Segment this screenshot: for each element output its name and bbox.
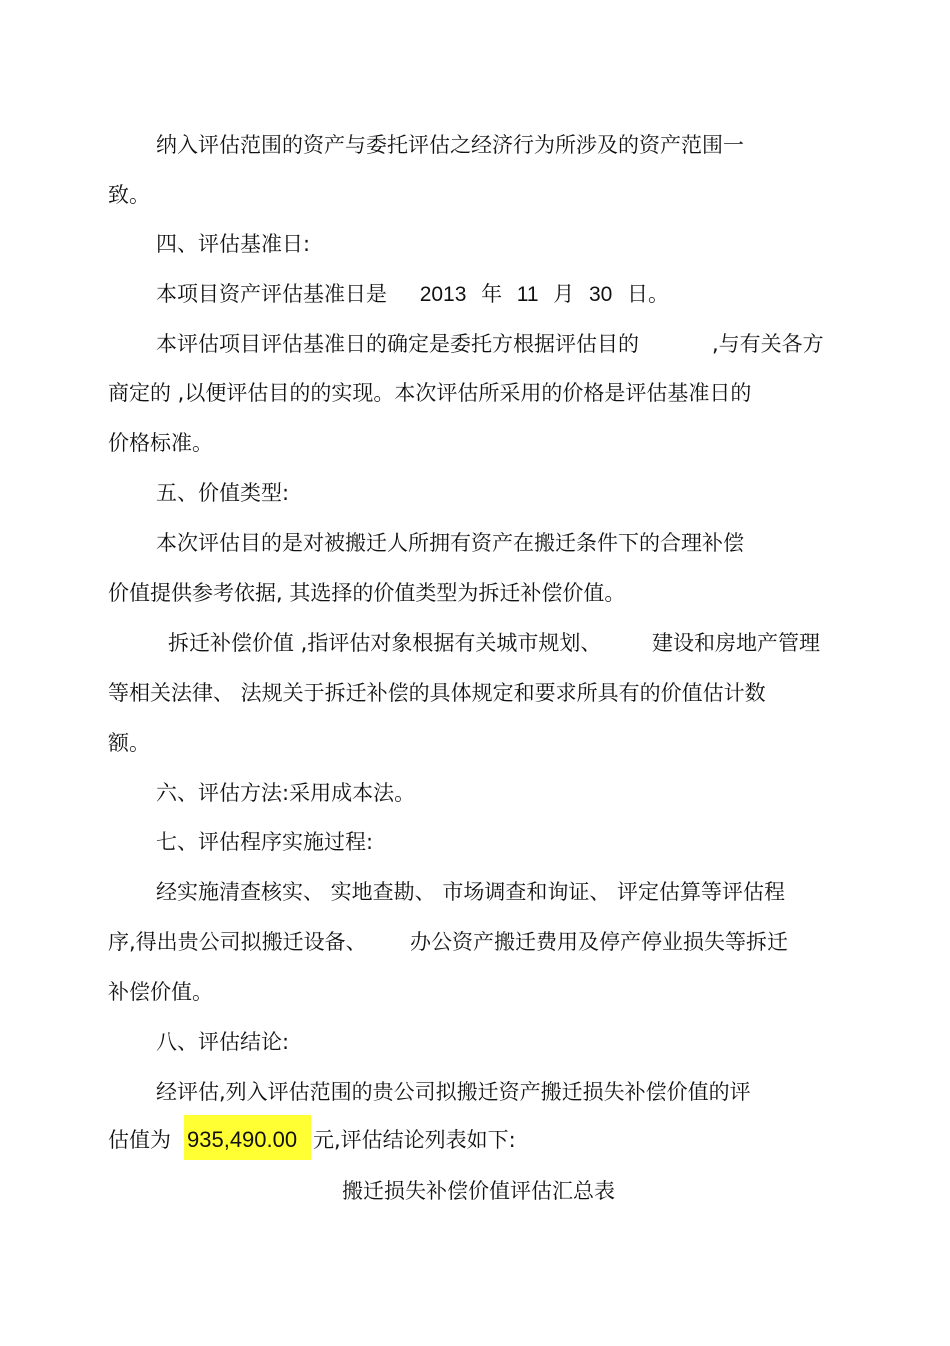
paragraph-scope-line1: 纳入评估范围的资产与委托评估之经济行为所涉及的资产范围一 bbox=[156, 133, 744, 157]
paragraph-base-date-reason-line2: 商定的 ,以便评估目的的实现。本次评估所采用的价格是评估基准日的 bbox=[108, 381, 752, 405]
valuation-amount: 935,490.00 bbox=[187, 1127, 298, 1152]
heading-method: 六、评估方法:采用成本法。 bbox=[156, 781, 416, 805]
paragraph-value-type-line1: 本次评估目的是对被搬迁人所拥有资产在搬迁条件下的合理补偿 bbox=[156, 531, 744, 555]
paragraph-conclusion-line1: 经评估,列入评估范围的贵公司拟搬迁资产搬迁损失补偿价值的评 bbox=[156, 1080, 751, 1104]
paragraph-compensation-line1a: 拆迁补偿价值 ,指评估对象根据有关城市规划、 bbox=[168, 631, 602, 655]
heading-procedure: 七、评估程序实施过程: bbox=[156, 830, 374, 854]
paragraph-procedure-line2a: 序,得出贵公司拟搬迁设备、 bbox=[108, 930, 367, 954]
base-date-month: 11 bbox=[516, 283, 539, 306]
paragraph-compensation-line1b: 建设和房地产管理 bbox=[652, 631, 820, 655]
paragraph-conclusion-prefix: 估值为 bbox=[108, 1128, 171, 1152]
summary-table-title: 搬迁损失补偿价值评估汇总表 bbox=[342, 1179, 615, 1203]
paragraph-conclusion-suffix: 元,评估结论列表如下: bbox=[313, 1128, 516, 1152]
paragraph-procedure-line2b: 办公资产搬迁费用及停产停业损失等拆迁 bbox=[410, 930, 788, 954]
paragraph-base-date-reason-line3: 价格标准。 bbox=[108, 431, 213, 455]
paragraph-procedure-line1: 经实施清查核实、 实地查勘、 市场调查和询证、 评定估算等评估程 bbox=[156, 880, 786, 904]
heading-conclusion: 八、评估结论: bbox=[156, 1030, 290, 1054]
paragraph-scope-line2: 致。 bbox=[108, 183, 150, 207]
heading-base-date: 四、评估基准日: bbox=[156, 232, 311, 256]
paragraph-compensation-line3: 额。 bbox=[108, 731, 150, 755]
paragraph-base-date-reason-line1b: ,与有关各方 bbox=[712, 332, 824, 356]
heading-value-type: 五、价值类型: bbox=[156, 481, 290, 505]
paragraph-procedure-line3: 补偿价值。 bbox=[108, 980, 213, 1004]
base-date-day-unit: 日。 bbox=[627, 282, 670, 306]
paragraph-base-date-reason-line1a: 本评估项目评估基准日的确定是委托方根据评估目的 bbox=[156, 332, 639, 356]
base-date-year-unit: 年 bbox=[481, 282, 503, 306]
base-date-year: 2013 bbox=[419, 283, 467, 306]
base-date-day: 30 bbox=[588, 283, 613, 306]
base-date-month-unit: 月 bbox=[553, 282, 575, 306]
paragraph-compensation-line2: 等相关法律、 法规关于拆迁补偿的具体规定和要求所具有的价值估计数 bbox=[108, 681, 766, 705]
base-date-prefix: 本项目资产评估基准日是 bbox=[156, 282, 387, 306]
paragraph-base-date bbox=[156, 281, 669, 308]
paragraph-value-type-line2: 价值提供参考依据, 其选择的价值类型为拆迁补偿价值。 bbox=[108, 581, 626, 605]
